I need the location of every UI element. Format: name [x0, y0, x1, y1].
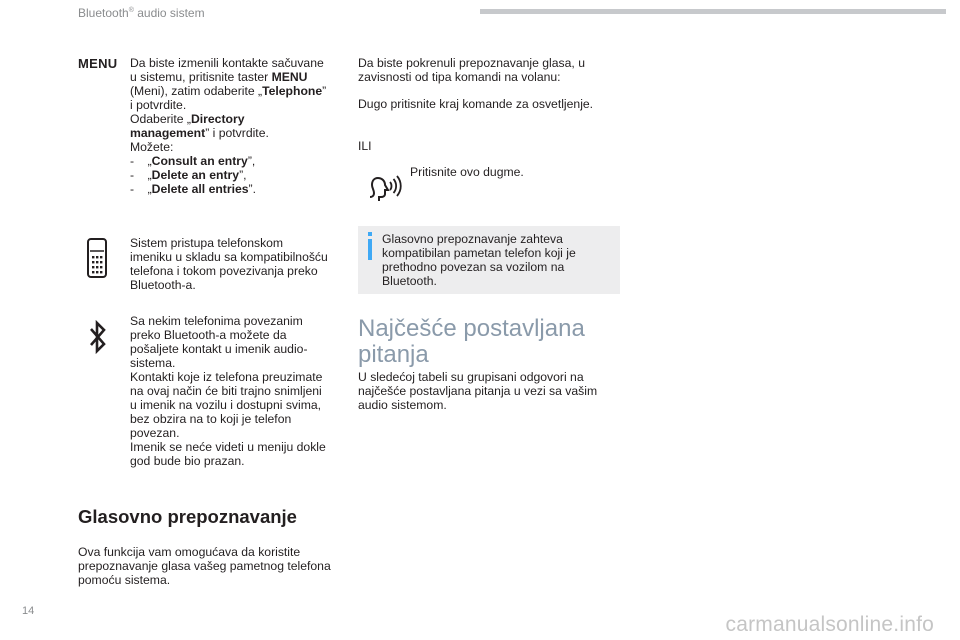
- long-press-instruction: [358, 97, 628, 111]
- text-line: Ova funkcija vam omogućava da koristite: [78, 545, 301, 559]
- info-note-box: [358, 226, 620, 294]
- text-line: Sa nekim telefonima povezanim: [130, 314, 303, 328]
- text-line: u imenik na vozilu i dostupni svima,: [130, 398, 322, 412]
- text-span: ” i potvrdite.: [205, 126, 269, 140]
- text-line: [130, 84, 340, 98]
- text-span: - „: [130, 168, 152, 182]
- header-rule: [480, 9, 946, 14]
- text-span: - „: [130, 154, 152, 168]
- header-registered-mark: ®: [128, 7, 134, 14]
- option-item: [130, 182, 340, 196]
- text-span: Odaberite „: [130, 112, 191, 126]
- phone-icon: [84, 238, 110, 281]
- text-line: telefona i tokom povezivanja preko: [130, 264, 318, 278]
- directory-ref: Directory: [190, 112, 245, 126]
- text-line: imeniku u skladu sa kompatibilnošću: [130, 250, 328, 264]
- option-label: Consult an entry: [151, 154, 248, 168]
- text-line: Imenik se neće videti u meniju dokle: [130, 440, 326, 454]
- text-line: pomoću sistema.: [78, 573, 171, 587]
- section-heading-voice-recognition: Glasovno prepoznavanje: [78, 506, 297, 527]
- section-heading-faq: [358, 316, 585, 368]
- text-line: ILI: [358, 139, 372, 153]
- text-line: povezan.: [130, 426, 180, 440]
- watermark: carmanualsonline.info: [725, 613, 934, 636]
- text-line: Bluetooth.: [382, 274, 437, 288]
- voice-recognition-intro: [78, 545, 348, 587]
- text-line: kompatibilan pametan telefon koji je: [382, 246, 576, 260]
- text-span: (Meni), zatim odaberite „: [130, 84, 263, 98]
- text-line: god bude bio prazan.: [130, 454, 245, 468]
- header-title-rest: audio sistem: [133, 6, 205, 20]
- voice-command-icon: [364, 170, 402, 207]
- option-item: [130, 154, 340, 168]
- telephone-ref: Telephone: [262, 84, 323, 98]
- text-line: [130, 112, 340, 126]
- or-separator: [358, 139, 372, 153]
- page-number: 14: [22, 605, 35, 617]
- text-line: preko Bluetooth-a možete da: [130, 328, 287, 342]
- faq-intro: [358, 370, 628, 412]
- text-line: na ovaj način će biti trajno snimljeni: [130, 384, 322, 398]
- text-line: [130, 70, 340, 84]
- press-button-instruction: [410, 165, 610, 179]
- text-line: Možete:: [130, 140, 174, 154]
- text-span: ”,: [239, 168, 247, 182]
- option-label: Delete an entry: [151, 168, 240, 182]
- text-span: ”.: [248, 182, 256, 196]
- text-line: Pritisnite ovo dugme.: [410, 165, 524, 179]
- text-span: ”,: [247, 154, 256, 168]
- text-line: sistema.: [130, 356, 176, 370]
- menu-key-ref: MENU: [271, 70, 308, 84]
- directory-access-note: [130, 236, 345, 292]
- text-line: bez obzira na to koji je telefon: [130, 412, 292, 426]
- text-span: u sistemu, pritisnite taster: [130, 70, 272, 84]
- text-line: U sledećoj tabeli su grupisani odgovori na: [358, 370, 584, 384]
- text-span: ”: [322, 84, 327, 98]
- bluetooth-icon: [88, 320, 108, 357]
- text-line: prepoznavanje glasa vašeg pametnog telefona: [78, 559, 331, 573]
- info-icon: [366, 232, 374, 260]
- header-title: Bluetooth: [78, 6, 129, 20]
- text-span: - „: [130, 182, 152, 196]
- menu-key-icon: MENU: [78, 56, 118, 71]
- text-line: i potvrdite.: [130, 98, 187, 112]
- text-line: Sistem pristupa telefonskom: [130, 236, 284, 250]
- text-line: Dugo pritisnite kraj komande za osvetljenje.: [358, 97, 594, 111]
- option-item: [130, 168, 340, 182]
- option-label: Delete all entries: [151, 182, 249, 196]
- contacts-instructions: [130, 56, 340, 196]
- running-header: [78, 4, 205, 20]
- heading-line: Najčešće postavljana: [358, 315, 585, 342]
- management-ref: management: [130, 126, 206, 140]
- text-line: Kontakti koje iz telefona preuzimate: [130, 370, 323, 384]
- text-line: najčešće postavljana pitanja u vezi sa vašim: [358, 384, 598, 398]
- text-line: Da biste pokrenuli prepoznavanje glasa, u: [358, 56, 585, 70]
- heading-line: pitanja: [358, 341, 429, 368]
- send-contact-note: [130, 314, 345, 468]
- text-line: audio sistemom.: [358, 398, 447, 412]
- text-line: Glasovno prepoznavanje zahteva: [382, 232, 563, 246]
- text-line: Bluetooth-a.: [130, 278, 196, 292]
- text-line: prethodno povezan sa vozilom na: [382, 260, 565, 274]
- text-line: Da biste izmenili kontakte sačuvane: [130, 56, 324, 70]
- voice-start-instructions: [358, 56, 628, 84]
- text-line: [130, 126, 340, 140]
- text-line: pošaljete kontakt u imenik audio-: [130, 342, 308, 356]
- info-note-text: [382, 232, 612, 288]
- text-line: zavisnosti od tipa komandi na volanu:: [358, 70, 561, 84]
